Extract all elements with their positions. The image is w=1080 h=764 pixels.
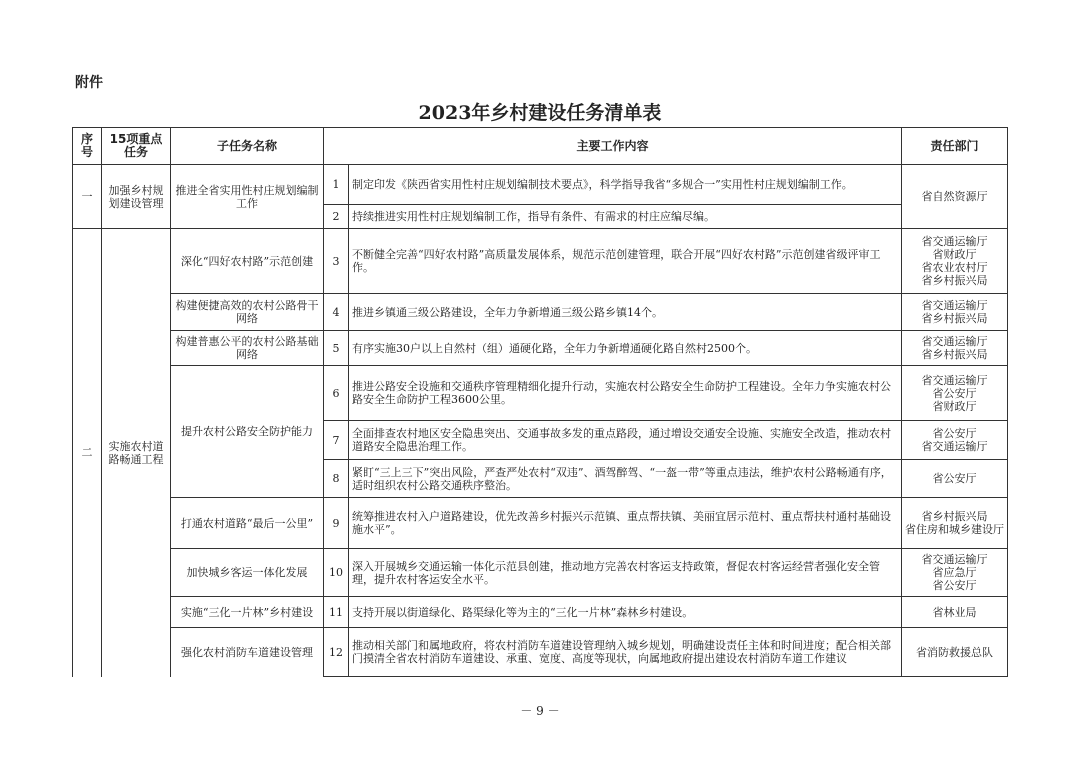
subtask-name: 实施“三化一片林”乡村建设 — [171, 597, 324, 628]
table-row — [73, 294, 1008, 331]
item-number: 9 — [324, 498, 349, 549]
item-content: 支持开展以街道绿化、路渠绿化等为主的“三化一片林”森林乡村建设。 — [349, 597, 902, 628]
item-number: 6 — [324, 366, 349, 421]
header-content: 主要工作内容 — [324, 128, 902, 165]
item-content: 推进乡镇通三级公路建设，全年力争新增通三级公路乡镇14个。 — [349, 294, 902, 331]
group-key-task: 加强乡村规划建设管理 — [102, 165, 171, 229]
responsible-dept: 省消防救援总队 — [902, 628, 1008, 677]
item-content: 推进公路安全设施和交通秩序管理精细化提升行动，实施农村公路安全生命防护工程建设。全年力争实施农村公路安全生命防护工程3600公里。 — [349, 366, 902, 421]
group-seq: 二 — [73, 229, 102, 677]
page-title: 2023年乡村建设任务清单表 — [418, 102, 662, 124]
table-row — [73, 498, 1008, 549]
table-row — [73, 165, 1008, 205]
table-row — [73, 229, 1008, 294]
item-number: 12 — [324, 628, 349, 677]
subtask-name: 加快城乡客运一体化发展 — [171, 549, 324, 597]
responsible-dept: 省交通运输厅 省公安厅 省财政厅 — [902, 366, 1008, 421]
header-dept: 责任部门 — [902, 128, 1008, 165]
item-number: 2 — [324, 205, 349, 229]
item-number: 1 — [324, 165, 349, 205]
responsible-dept: 省交通运输厅 省应急厅 省公安厅 — [902, 549, 1008, 597]
responsible-dept: 省自然资源厅 — [902, 165, 1008, 229]
item-number: 3 — [324, 229, 349, 294]
item-content: 持续推进实用性村庄规划编制工作，指导有条件、有需求的村庄应编尽编。 — [349, 205, 902, 229]
item-content: 紧盯“三上三下”突出风险，严查严处农村“双违”、酒驾醉驾、“一盔一带”等重点违法，维护农村公路畅通有序，适时组织农村公路交通秩序整治。 — [349, 460, 902, 498]
responsible-dept: 省交通运输厅 省乡村振兴局 — [902, 294, 1008, 331]
group-seq: 一 — [73, 165, 102, 229]
header-subtask: 子任务名称 — [171, 128, 324, 165]
item-content: 推动相关部门和属地政府，将农村消防车道建设管理纳入城乡规划，明确建设责任主体和时间进度；配合相关部门摸清全省农村消防车道建设、承重、宽度、高度等现状，向属地政府提出建设农村消防车道工作建议 — [349, 628, 902, 677]
table-row — [73, 331, 1008, 366]
item-content: 制定印发《陕西省实用性村庄规划编制技术要点》，科学指导我省“多规合一”实用性村庄规划编制工作。 — [349, 165, 902, 205]
item-number: 11 — [324, 597, 349, 628]
attachment-label: 附件 — [75, 75, 103, 91]
header-key-task: 15项重点任务 — [102, 128, 171, 165]
group-key-task: 实施农村道路畅通工程 — [102, 229, 171, 677]
responsible-dept: 省交通运输厅 省财政厅 省农业农村厅 省乡村振兴局 — [902, 229, 1008, 294]
table-row — [73, 628, 1008, 677]
responsible-dept: 省公安厅 省交通运输厅 — [902, 421, 1008, 460]
subtask-name: 构建便捷高效的农村公路骨干网络 — [171, 294, 324, 331]
page-number: － 9 － — [520, 704, 560, 718]
item-content: 全面排查农村地区安全隐患突出、交通事故多发的重点路段，通过增设交通安全设施、实施安全改造，推动农村道路安全隐患治理工作。 — [349, 421, 902, 460]
item-content: 有序实施30户以上自然村（组）通硬化路，全年力争新增通硬化路自然村2500个。 — [349, 331, 902, 366]
subtask-name: 构建普惠公平的农村公路基础网络 — [171, 331, 324, 366]
subtask-name: 推进全省实用性村庄规划编制工作 — [171, 165, 324, 229]
subtask-name: 深化“四好农村路”示范创建 — [171, 229, 324, 294]
item-number: 4 — [324, 294, 349, 331]
item-content: 统筹推进农村入户道路建设，优先改善乡村振兴示范镇、重点帮扶镇、美丽宜居示范村、重点帮扶村通村基础设施水平”。 — [349, 498, 902, 549]
item-number: 8 — [324, 460, 349, 498]
responsible-dept: 省公安厅 — [902, 460, 1008, 498]
item-number: 7 — [324, 421, 349, 460]
task-table — [72, 127, 1008, 677]
subtask-name: 强化农村消防车道建设管理 — [171, 628, 324, 677]
item-number: 5 — [324, 331, 349, 366]
subtask-name: 打通农村道路“最后一公里” — [171, 498, 324, 549]
responsible-dept: 省林业局 — [902, 597, 1008, 628]
subtask-name: 提升农村公路安全防护能力 — [171, 366, 324, 498]
table-row — [73, 597, 1008, 628]
item-number: 10 — [324, 549, 349, 597]
table-row — [73, 549, 1008, 597]
header-seq: 序号 — [73, 128, 102, 165]
item-content: 不断健全完善“四好农村路”高质量发展体系，规范示范创建管理，联合开展“四好农村路”示范创建省级评审工作。 — [349, 229, 902, 294]
table-row — [73, 366, 1008, 421]
table-header-row — [73, 128, 1008, 165]
item-content: 深入开展城乡交通运输一体化示范县创建，推动地方完善农村客运支持政策，督促农村客运经营者强化安全管理，提升农村客运安全水平。 — [349, 549, 902, 597]
responsible-dept: 省乡村振兴局 省住房和城乡建设厅 — [902, 498, 1008, 549]
responsible-dept: 省交通运输厅 省乡村振兴局 — [902, 331, 1008, 366]
